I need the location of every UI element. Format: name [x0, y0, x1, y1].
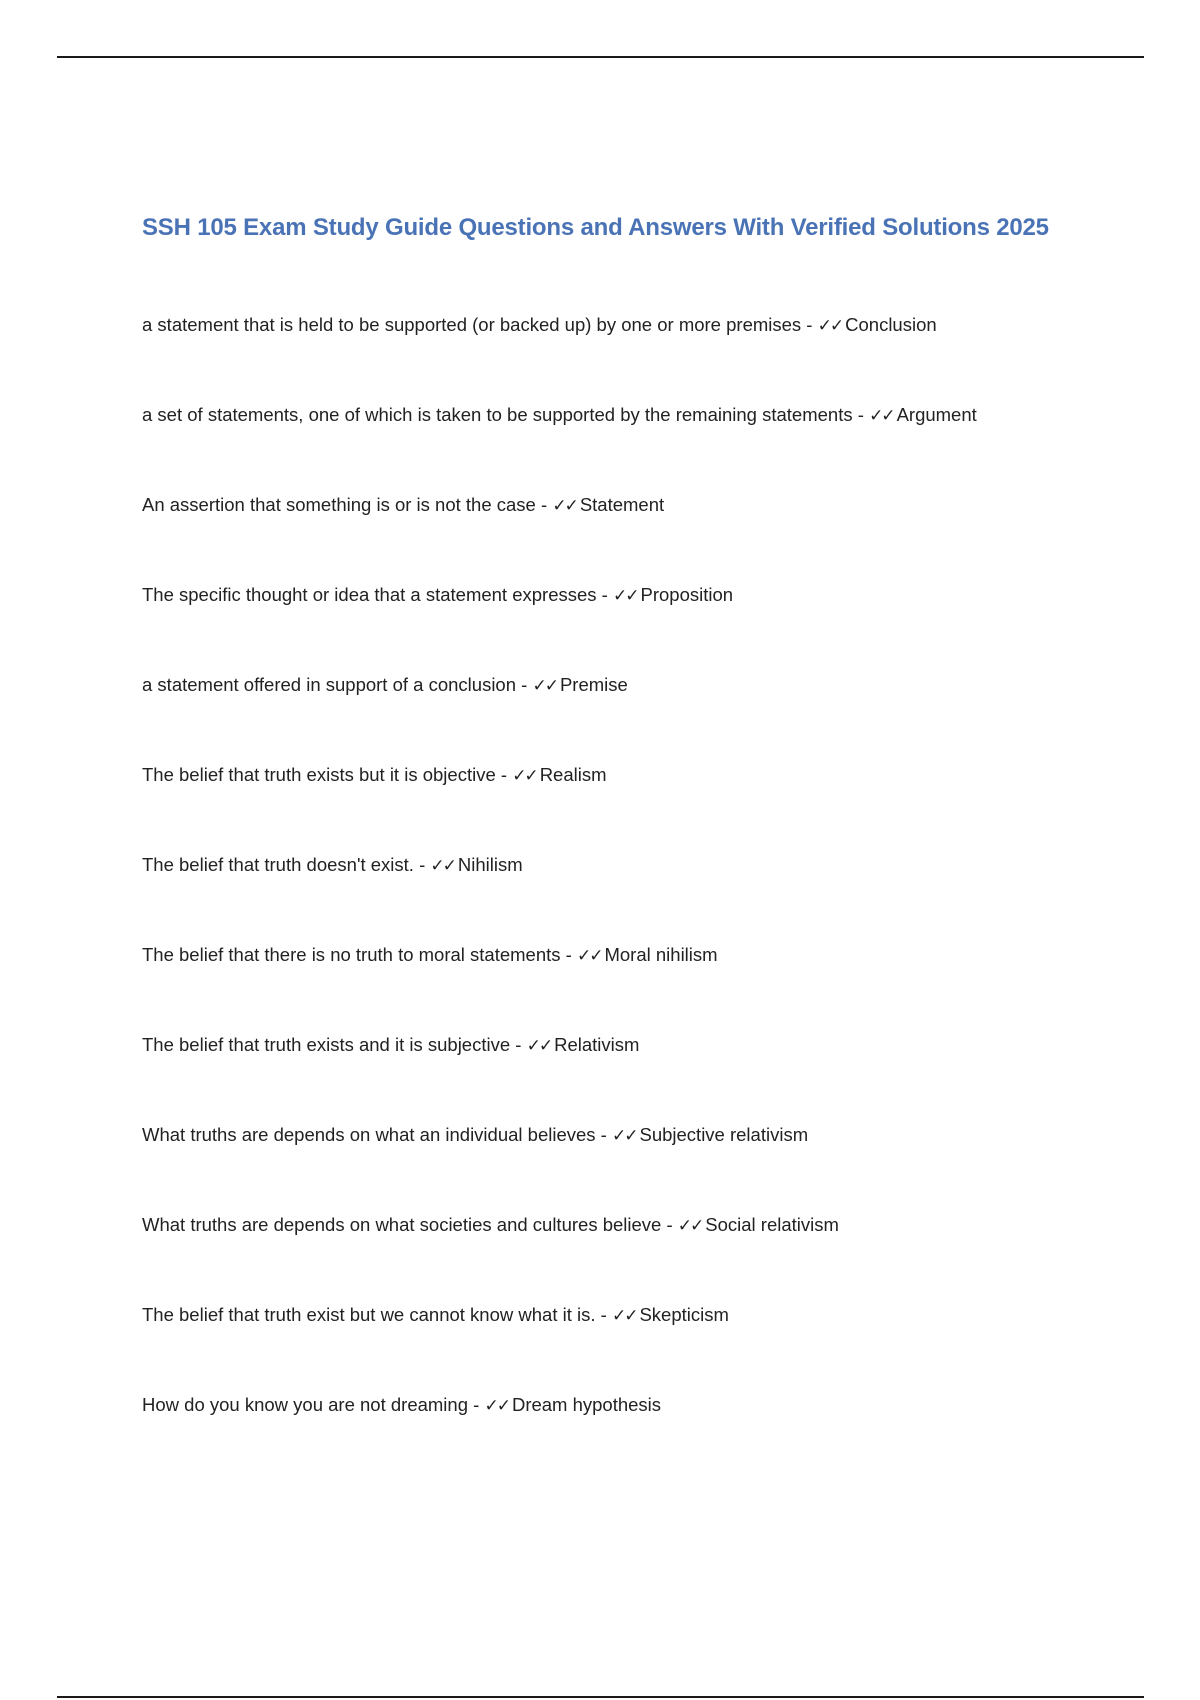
double-check-icon: ✓✓	[430, 856, 455, 876]
question-text: a set of statements, one of which is taken to be supported by the remaining statements	[142, 404, 853, 425]
double-check-icon: ✓✓	[611, 1126, 637, 1146]
question-text: a statement offered in support of a conclusion	[142, 674, 517, 695]
question-text: The belief that truth exists and it is subjective	[142, 1034, 511, 1055]
qa-item	[142, 492, 977, 582]
header-rule	[57, 56, 1144, 58]
qa-item	[142, 852, 977, 942]
answer-text: Realism	[539, 764, 607, 785]
qa-item	[142, 312, 977, 402]
double-check-icon: ✓✓	[611, 1306, 637, 1326]
question-text: The belief that truth exist but we cannot know what it is.	[142, 1304, 596, 1325]
separator: -	[595, 1304, 612, 1325]
double-check-icon: ✓✓	[613, 586, 638, 606]
answer-text: Social relativism	[705, 1214, 839, 1235]
double-check-icon: ✓✓	[817, 316, 843, 336]
double-check-icon: ✓✓	[576, 946, 602, 966]
answer-text: Premise	[559, 674, 628, 695]
document-title: SSH 105 Exam Study Guide Questions and Answers With Verified Solutions 2025	[142, 214, 1049, 241]
answer-text: Dream hypothesis	[511, 1394, 662, 1415]
question-text: What truths are depends on what societies and cultures believe	[142, 1214, 662, 1235]
question-text: The belief that truth doesn't exist.	[142, 854, 414, 875]
answer-text: Proposition	[640, 584, 734, 605]
question-text: a statement that is held to be supported (or backed up) by one or more premises	[142, 314, 802, 335]
separator: -	[535, 494, 553, 515]
separator: -	[510, 1034, 527, 1055]
separator: -	[801, 314, 818, 335]
answer-text: Relativism	[554, 1034, 640, 1055]
qa-list	[142, 312, 977, 1482]
separator: -	[413, 854, 431, 875]
separator: -	[516, 674, 533, 695]
double-check-icon: ✓✓	[677, 1216, 703, 1236]
answer-text: Statement	[579, 494, 665, 515]
qa-item	[142, 1212, 977, 1302]
question-text: What truths are depends on what an individual believes	[142, 1124, 596, 1145]
qa-item	[142, 762, 977, 852]
question-text: How do you know you are not dreaming	[142, 1394, 468, 1415]
answer-text: Skepticism	[639, 1304, 729, 1325]
double-check-icon: ✓✓	[552, 496, 577, 516]
double-check-icon: ✓✓	[512, 766, 537, 786]
double-check-icon: ✓✓	[532, 676, 557, 696]
separator: -	[596, 584, 613, 605]
double-check-icon: ✓✓	[869, 406, 894, 426]
double-check-icon: ✓✓	[484, 1396, 509, 1416]
separator: -	[595, 1124, 612, 1145]
double-check-icon: ✓✓	[526, 1036, 552, 1056]
question-text: The belief that truth exists but it is objective	[142, 764, 496, 785]
answer-text: Moral nihilism	[604, 944, 718, 965]
question-text: The specific thought or idea that a statement expresses	[142, 584, 597, 605]
separator: -	[495, 764, 513, 785]
answer-text: Subjective relativism	[639, 1124, 809, 1145]
answer-text: Nihilism	[457, 854, 523, 875]
separator: -	[468, 1394, 485, 1415]
qa-item	[142, 582, 977, 672]
separator: -	[852, 404, 870, 425]
question-text: An assertion that something is or is not the case	[142, 494, 536, 515]
qa-item	[142, 942, 977, 1032]
separator: -	[661, 1214, 678, 1235]
answer-text: Conclusion	[845, 314, 937, 335]
qa-item	[142, 672, 977, 762]
qa-item	[142, 1032, 977, 1122]
qa-item	[142, 1122, 977, 1212]
qa-item	[142, 1302, 977, 1392]
question-text: The belief that there is no truth to moral statements	[142, 944, 561, 965]
qa-item	[142, 1392, 977, 1482]
separator: -	[560, 944, 577, 965]
footer-rule	[57, 1696, 1144, 1698]
answer-text: Argument	[896, 404, 977, 425]
qa-item	[142, 402, 977, 492]
